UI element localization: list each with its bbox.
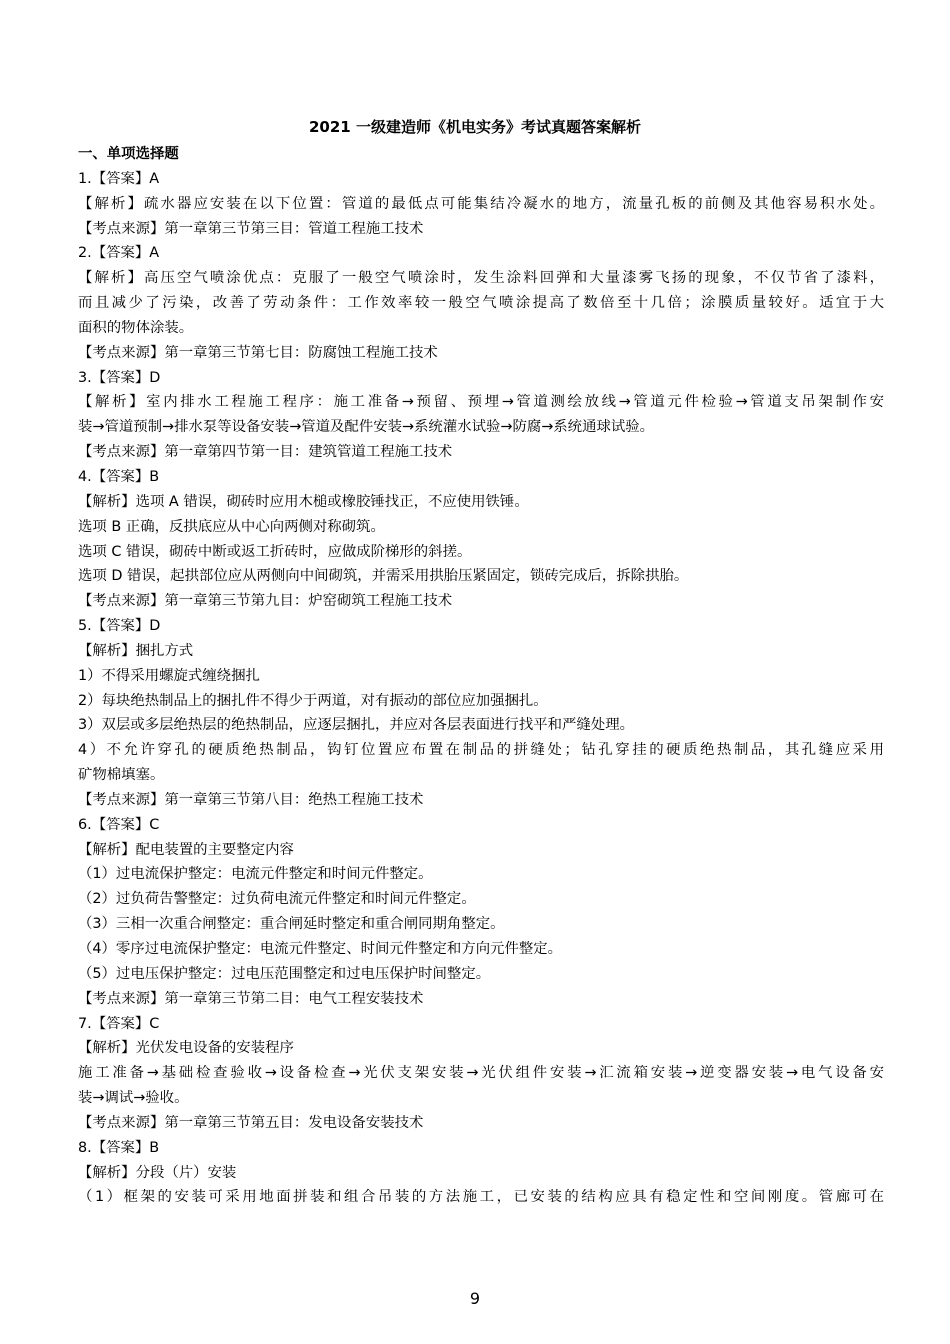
analysis-line: 【解析】疏水器应安装在以下位置：管道的最低点可能集结冷凝水的地方，流量孔板的前侧及其他容易积水处。	[78, 195, 884, 212]
page-number: 9	[469, 1289, 481, 1308]
source-line: 【考点来源】第一章第三节第五目：发电设备安装技术	[78, 1114, 424, 1131]
analysis-line: 装→管道预制→排水泵等设备安装→管道及配件安装→系统灌水试验→防腐→系统通球试验。	[78, 419, 655, 436]
analysis-line: 【解析】捆扎方式	[78, 642, 194, 659]
list-item: （2）过负荷告警整定：过负荷电流元件整定和时间元件整定。	[78, 891, 476, 908]
source-line: 【考点来源】第一章第三节第三目：管道工程施工技术	[78, 220, 424, 237]
analysis-line: 【解析】分段（片）安装	[78, 1164, 237, 1181]
analysis-line: 选项 B 正确，反拱底应从中心向两侧对称砌筑。	[78, 518, 385, 535]
analysis-line: 【解析】室内排水工程施工程序：施工准备→预留、预埋→管道测绘放线→管道元件检验→管道支吊架制作安	[78, 394, 884, 411]
answer-line: 2.【答案】A	[78, 245, 160, 262]
analysis-line: 【解析】配电装置的主要整定内容	[78, 841, 294, 858]
source-line: 【考点来源】第一章第三节第八目：绝热工程施工技术	[78, 791, 424, 808]
list-item: （4）零序过电流保护整定：电流元件整定、时间元件整定和方向元件整定。	[78, 941, 563, 957]
answer-line: 8.【答案】B	[78, 1139, 160, 1156]
source-line: 【考点来源】第一章第三节第九目：炉窑砌筑工程施工技术	[78, 593, 453, 610]
answer-line: 4.【答案】B	[78, 468, 160, 485]
analysis-line: 面积的物体涂装。	[78, 319, 194, 336]
answer-line: 1.【答案】A	[78, 170, 160, 187]
analysis-line: 【解析】高压空气喷涂优点：克服了一般空气喷涂时，发生涂料回弹和大量漆雾飞扬的现象，不仅节省了漆料，	[78, 270, 884, 287]
list-item: （3）三相一次重合闸整定：重合闸延时整定和重合闸同期角整定。	[78, 916, 505, 933]
analysis-line: 【解析】光伏发电设备的安装程序	[78, 1040, 294, 1057]
answer-line: 7.【答案】C	[78, 1015, 160, 1032]
list-item: （5）过电压保护整定：过电压范围整定和过电压保护时间整定。	[78, 965, 491, 982]
answer-line: 6.【答案】C	[78, 816, 160, 833]
list-item: 4）不允许穿孔的硬质绝热制品，钩钉位置应布置在制品的拼缝处；钻孔穿挂的硬质绝热制品，其孔缝应采用	[78, 742, 884, 759]
list-item: 2）每块绝热制品上的捆扎件不得少于两道，对有振动的部位应加强捆扎。	[78, 692, 548, 709]
analysis-line: 而且减少了污染，改善了劳动条件：工作效率较一般空气喷涂提高了数倍至十几倍；涂膜质量较好。适宜于大	[78, 295, 884, 312]
list-item: 1）不得采用螺旋式缠绕捆扎	[78, 667, 260, 684]
answer-line: 3.【答案】D	[78, 369, 161, 386]
analysis-line: 施工准备→基础检查验收→设备检查→光伏支架安装→光伏组件安装→汇流箱安装→逆变器安装→电气设备安	[78, 1065, 884, 1082]
analysis-line: 选项 D 错误，起拱部位应从两侧向中间砌筑，并需采用拱胎压紧固定，锁砖完成后，拆除拱胎。	[78, 568, 689, 585]
source-line: 【考点来源】第一章第四节第一目：建筑管道工程施工技术	[78, 444, 453, 461]
analysis-line: 【解析】选项 A 错误，砌砖时应用木槌或橡胶锤找正，不应使用铁锤。	[78, 493, 529, 510]
analysis-line: 装→调试→验收。	[78, 1090, 189, 1107]
source-line: 【考点来源】第一章第三节第二目：电气工程安装技术	[78, 990, 424, 1007]
document-title: 2021 一级建造师《机电实务》考试真题答案解析	[309, 118, 641, 136]
list-item: （1）框架的安装可采用地面拼装和组合吊装的方法施工，已安装的结构应具有稳定性和空间刚度。管廊可在	[78, 1189, 884, 1206]
list-item: 3）双层或多层绝热层的绝热制品，应逐层捆扎，并应对各层表面进行找平和严缝处理。	[78, 717, 635, 734]
answer-line: 5.【答案】D	[78, 618, 161, 635]
analysis-line: 选项 C 错误，砌砖中断或返工折砖时，应做成阶梯形的斜搓。	[78, 543, 472, 560]
list-item: （1）过电流保护整定：电流元件整定和时间元件整定。	[78, 866, 433, 883]
list-item: 矿物棉填塞。	[78, 767, 165, 784]
document-body	[78, 142, 884, 1210]
source-line: 【考点来源】第一章第三节第七目：防腐蚀工程施工技术	[78, 344, 438, 361]
section-heading: 一、单项选择题	[78, 146, 179, 162]
